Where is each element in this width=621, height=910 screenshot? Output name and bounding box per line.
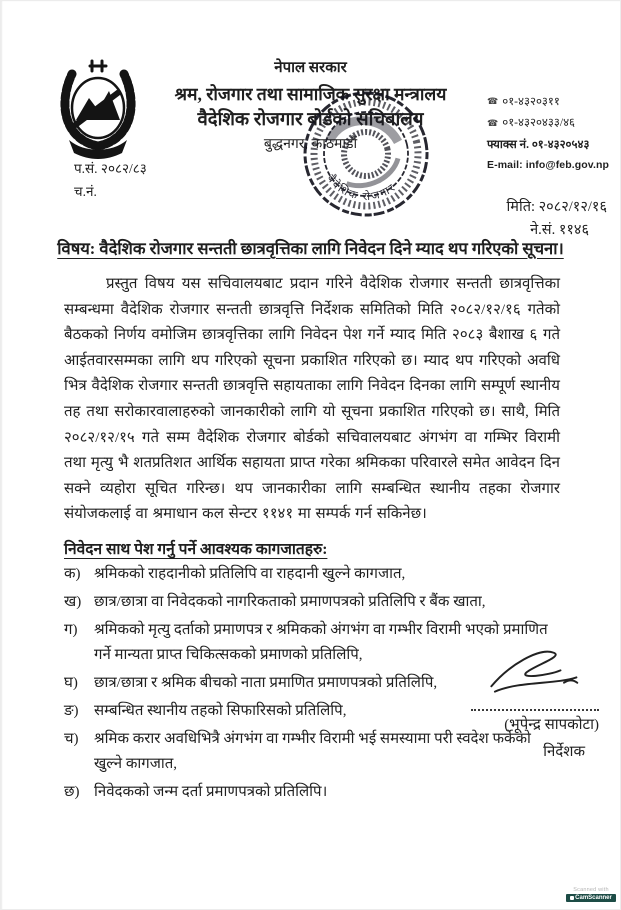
checklist-heading: निवेदन साथ पेश गर्नु पर्ने आवश्यक कागजातहरु: bbox=[64, 540, 328, 558]
list-item-text: श्रमिक करार अवधिभित्रै अंगभंग वा गम्भीर विरामी भई समस्यामा परी स्वदेश फर्केको खुल्ने कागजात, bbox=[94, 730, 531, 772]
signatory-name: (भूपेन्द्र सापकोटा) bbox=[504, 717, 599, 733]
ministry-name: श्रम, रोजगार तथा सामाजिक सुरक्षा मन्त्रालय bbox=[174, 84, 447, 105]
stamp-text: बैदेशिक रोजगार bbox=[324, 172, 399, 204]
list-item-label: ग) bbox=[64, 621, 78, 638]
fax-number: फ्याक्स नं. ०१-४३२०५४३ bbox=[487, 138, 590, 151]
list-item bbox=[64, 780, 560, 805]
dispatch-number: च.नं. bbox=[74, 183, 97, 199]
letter-number: प.सं. २०८२/८३ bbox=[74, 161, 147, 176]
subject-line: विषय: वैदेशिक रोजगार सन्तती छात्रवृत्तिका लागि निवेदन दिने म्याद थप गरिएको सूचना। bbox=[57, 239, 564, 258]
letter-date: मिति: २०८२/१२/१६ bbox=[506, 199, 607, 215]
email-address: E-mail: info@feb.gov.np bbox=[487, 158, 610, 171]
signature-icon bbox=[473, 642, 593, 704]
reference-block bbox=[74, 158, 147, 204]
list-item-text: सम्बन्धित स्थानीय तहको सिफारिसको प्रतिलिपि, bbox=[94, 702, 347, 719]
contact-block bbox=[487, 92, 617, 175]
list-item-text: श्रमिकको राहदानीको प्रतिलिपि वा राहदानी खुल्ने कागजात, bbox=[94, 565, 406, 582]
list-item-text: छात्र/छात्रा वा निवेदकको नागरिकताको प्रमाणपत्रको प्रतिलिपि र बैंक खाता, bbox=[94, 593, 486, 610]
signature-dotted-line bbox=[471, 709, 599, 711]
phone-number-2: ०१-४३२०४३३/४६ bbox=[502, 117, 576, 130]
signature-block bbox=[429, 642, 599, 761]
list-item-label: ङ) bbox=[64, 702, 79, 719]
government-name: नेपाल सरकार bbox=[274, 60, 347, 76]
phone-row-1 bbox=[487, 92, 617, 113]
watermark-brand: CamScanner bbox=[575, 895, 612, 901]
list-item-label: छ) bbox=[64, 783, 80, 800]
phone-icon: ☎ bbox=[487, 97, 499, 108]
camscanner-logo-icon bbox=[570, 896, 574, 900]
phone-number-1: ०१-४३२०३११ bbox=[502, 96, 560, 108]
list-item-label: क) bbox=[64, 565, 81, 582]
phone-row-2 bbox=[487, 113, 617, 134]
list-item-text: छात्र/छात्रा र श्रमिक बीचको नाता प्रमाणित प्रमाणपत्रको प्रतिलिपि, bbox=[94, 674, 438, 691]
camscanner-watermark bbox=[566, 887, 616, 902]
list-item-label: घ) bbox=[64, 674, 78, 691]
body-paragraph: प्रस्तुत विषय यस सचिवालयबाट प्रदान गरिने वैदेशिक रोजगार सन्तती छात्रवृत्तिका सम्बन्धमा वैदेशिक रोजगार सन्तती छात्रवृत्ति निर्देशक समितिको मिति २०८२/१२/१६ गतेको बैठकको निर्णय वमोजिम छात्रवृत्तिका लागि निवेदन पेश गर्ने म्याद मिति २०८३ बैशाख ६ गते आईतवारसम्मका लागि थप गरिएको सूचना प्रकाशित गरिएको छ। म्याद थप गरिएको अवधि भित्र वैदेशिक रोजगार सन्तती छात्रवृत्ति सहायताका लागि निवेदन दिनका लागि सम्पूर्ण स्थानीय तह तथा सरोकारवालाहरुको जानकारीको लागि यो सूचना प्रकाशित गरिएको छ। साथै, मिति २०८२/१२/१५ गते सम्म वैदेशिक रोजगार बोर्डको सचिवालयबाट अंगभंग वा गम्भिर विरामी तथा मृत्यु भै शतप्रतिशत आर्थिक सहायता प्राप्त गरेका श्रमिकका परिवारले समेत आवेदन दिन सक्ने व्यहोरा सूचित गरिन्छ। थप जानकारीका लागि सम्बन्धित स्थानीय तहका रोजगार संयोजकलाई वा श्रमाधान कल सेन्टर ११४१ मा सम्पर्क गर्न सकिनेछ। bbox=[64, 276, 560, 523]
camscanner-badge bbox=[566, 894, 616, 902]
list-item-label: च) bbox=[64, 730, 79, 747]
list-item-text: निवेदकको जन्म दर्ता प्रमाणपत्रको प्रतिलिपि। bbox=[94, 783, 328, 800]
phone-icon: ☎ bbox=[487, 118, 499, 129]
list-item-label: ख) bbox=[64, 593, 82, 610]
watermark-text: Scanned with bbox=[573, 887, 609, 893]
list-item bbox=[64, 562, 560, 587]
list-item-text: श्रमिकको मृत्यु दर्ताको प्रमाणपत्र र श्रमिकको अंगभंग वा गम्भीर विरामी भएको प्रमाणित गर्ने मान्यता प्राप्त चिकित्सकको प्रमाणको प्रतिलिपि, bbox=[94, 621, 548, 663]
notice-number: ने.सं. ११४६ bbox=[530, 222, 589, 239]
office-address: बुद्धनगर, काठमाडौं bbox=[263, 136, 358, 152]
office-name: वैदेशिक रोजगार बोर्डको सचिवालय bbox=[197, 110, 424, 131]
signatory-title: निर्देशक bbox=[543, 744, 585, 760]
list-item bbox=[64, 590, 560, 615]
